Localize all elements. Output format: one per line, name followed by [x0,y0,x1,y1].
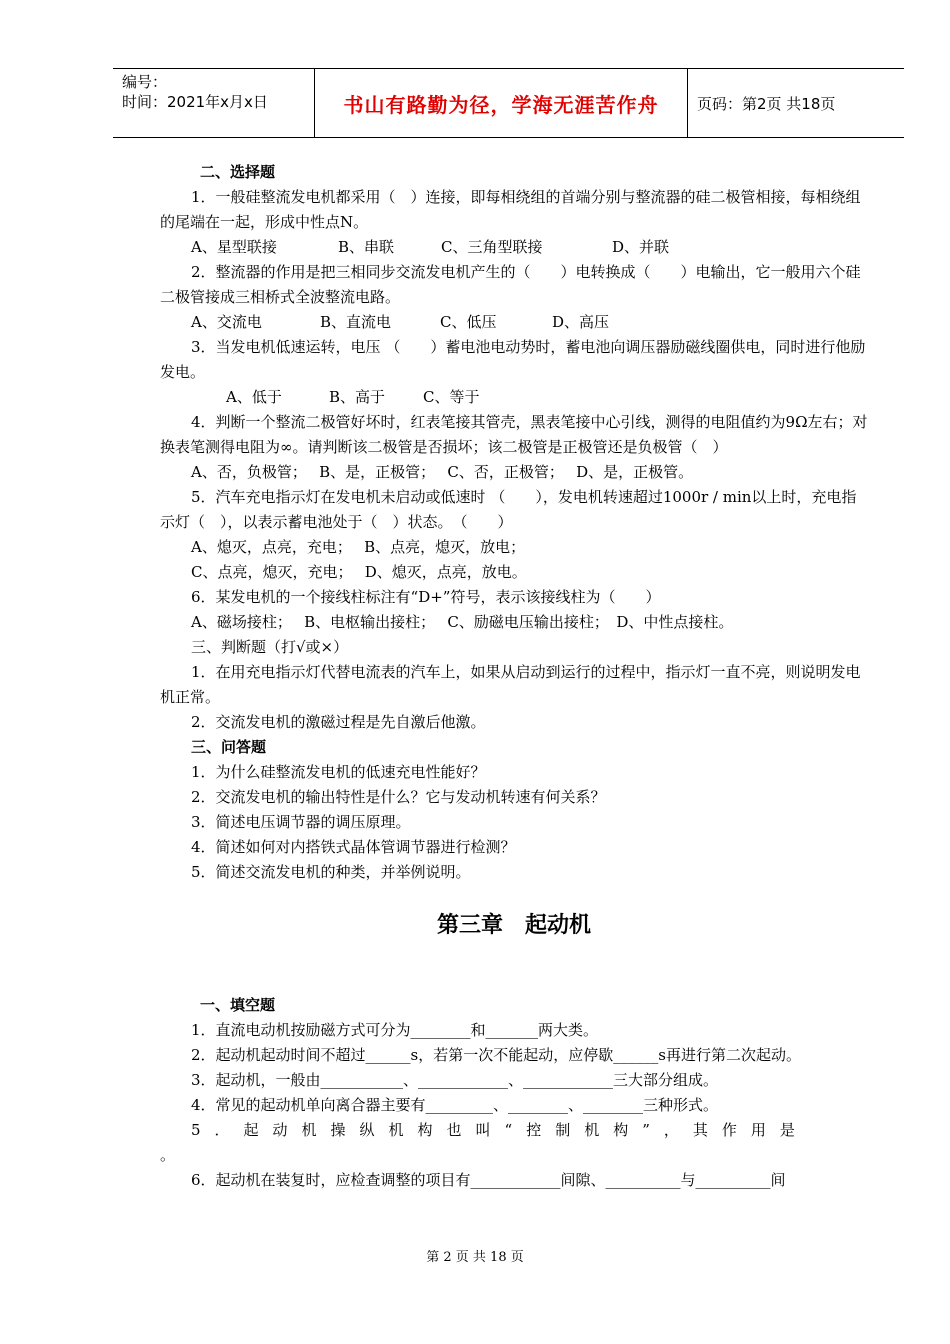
choice-options-3 [160,385,868,410]
option: C、三角型联接 [441,238,543,256]
option: C、低压 [440,313,497,331]
option: A、低于 [226,388,282,406]
page-info: 页码：第2页 共18页 [697,94,836,113]
section-title-fill: 一、填空题 [200,996,276,1014]
number-label: 编号： [122,73,168,91]
option: B、直流电 [320,313,392,331]
header-page-cell [688,69,904,137]
document-body [160,160,868,1193]
choice-question-4: 4．判断一个整流二极管好坏时，红表笔接其管壳，黑表笔接中心引线，测得的电阻值约为9Ω左右；对换表笔测得电阻为∞。请判断该二极管是否损坏；该二极管是正极管还是负极管（ ） [160,413,868,456]
fill-item: 3．起动机，一般由___________、____________、____________三大部分组成。 [191,1071,719,1089]
option: A、星型联接 [191,238,277,256]
choice-options-5b: C、点亮，熄灭，充电； D、熄灭，点亮，放电。 [191,563,527,581]
option: C、等于 [423,388,480,406]
option: B、高于 [329,388,386,406]
option: D、并联 [612,238,670,256]
choice-options-1 [160,235,868,260]
qa-item: 3．简述电压调节器的调压原理。 [191,813,411,831]
fill-item-continuation: 。 [160,1146,176,1164]
qa-item: 5．简述交流发电机的种类，并举例说明。 [191,863,471,881]
fill-item: 4．常见的起动机单向离合器主要有_________、________、________三种形式。 [191,1096,719,1114]
section-title-judge: 三、判断题（打√或×） [191,638,349,656]
page-header [113,68,904,138]
option: D、高压 [552,313,610,331]
fill-item: 5．起动机操纵机构也叫“控制机构”，其作用是 [191,1121,809,1139]
time-label: 时间：2021年x月x日 [122,93,268,111]
qa-item: 4．简述如何对内搭铁式晶体管调节器进行检测？ [191,838,516,856]
choice-options-4: A、否，负极管； B、是，正极管； C、否，正极管； D、是，正极管。 [191,463,694,481]
judge-question-2: 2．交流发电机的激磁过程是先自激后他激。 [191,713,486,731]
fill-item: 6．起动机在装复时，应检查调整的项目有____________间隙、__________与__________间 [191,1171,786,1189]
section-title-qa: 三、问答题 [191,738,267,756]
choice-question-5: 5．汽车充电指示灯在发电机未启动或低速时 （ ），发电机转速超过1000r / min以上时，充电指示灯（ ），以表示蓄电池处于（ ）状态。 （ ） [160,488,857,531]
choice-options-5a: A、熄灭，点亮，充电； B、点亮，熄灭，放电； [191,538,526,556]
qa-item: 1．为什么硅整流发电机的低速充电性能好？ [191,763,486,781]
choice-options-2 [160,310,868,335]
option: B、串联 [338,238,395,256]
option: A、交流电 [191,313,262,331]
choice-question-1: 1．一般硅整流发电机都采用（ ）连接，即每相绕组的首端分别与整流器的硅二极管相接，每相绕组的尾端在一起，形成中性点N。 [160,188,861,231]
choice-question-6: 6．某发电机的一个接线柱标注有“D+”符号，表示该接线柱为（ ） [191,588,661,606]
page-footer: 第 2 页 共 18 页 [426,1250,524,1265]
chapter-title: 第三章 起动机 [436,913,591,938]
fill-item: 1．直流电动机按励磁方式可分为________和_______两大类。 [191,1021,599,1039]
choice-question-3: 3．当发电机低速运转，电压 （ ）蓄电池电动势时，蓄电池向调压器励磁线圈供电，同时进行他励发电。 [160,338,866,381]
choice-question-2: 2．整流器的作用是把三相同步交流发电机产生的（ ）电转换成（ ）电输出，它一般用六个硅二极管接成三相桥式全波整流电路。 [160,263,861,306]
header-left-cell [113,69,315,137]
choice-options-6: A、磁场接柱； B、电枢输出接柱； C、励磁电压输出接柱； D、中性点接柱。 [191,613,734,631]
fill-item: 2．起动机起动时间不超过______s，若第一次不能起动，应停歇______s再进行第二次起动。 [191,1046,801,1064]
header-motto-cell [315,69,688,137]
qa-item: 2．交流发电机的输出特性是什么？它与发动机转速有何关系？ [191,788,606,806]
judge-question-1: 1．在用充电指示灯代替电流表的汽车上，如果从启动到运行的过程中，指示灯一直不亮，则说明发电机正常。 [160,663,861,706]
section-title-choice: 二、选择题 [200,163,276,181]
motto-text: 书山有路勤为径，学海无涯苦作舟 [343,92,659,117]
